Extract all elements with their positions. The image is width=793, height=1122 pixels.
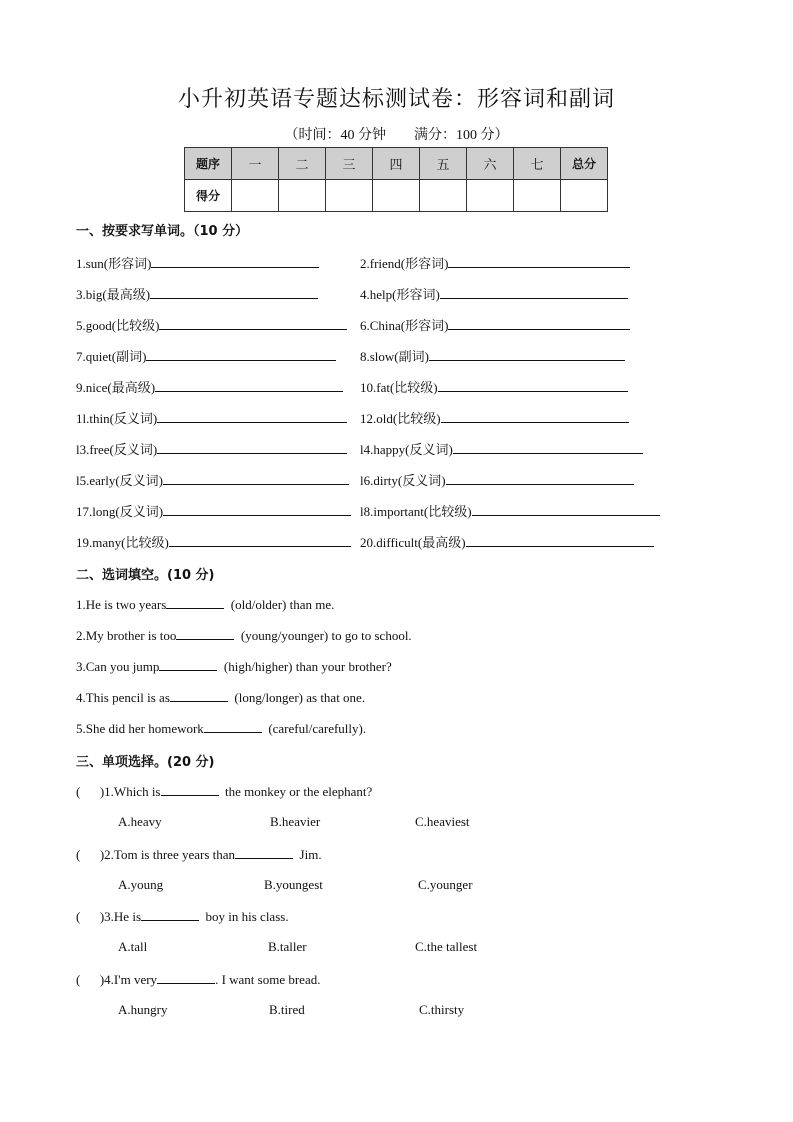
word-item [76, 253, 319, 272]
question-options: (careful/carefully). [261, 721, 367, 736]
word-prompt: l8.important(比较级) [360, 504, 472, 519]
word-prompt: l5.early(反义词) [76, 473, 164, 488]
question-options: (young/younger) to go to school. [234, 628, 412, 643]
word-item [360, 253, 630, 272]
answer-paren[interactable]: ( ) [76, 784, 105, 799]
option-a[interactable]: A.young [118, 877, 164, 892]
answer-blank[interactable] [448, 255, 630, 268]
question-text: 4.This pencil is as [76, 690, 170, 705]
word-item [360, 470, 634, 489]
option-a[interactable]: A.tall [118, 939, 148, 954]
score-cell[interactable] [326, 180, 373, 212]
score-cell[interactable] [467, 180, 514, 212]
question-options: (high/higher) than your brother? [217, 659, 392, 674]
word-prompt: 4.help(形容词) [360, 287, 440, 302]
answer-blank[interactable] [446, 472, 634, 485]
score-cell[interactable] [279, 180, 326, 212]
header-cell: 七 [514, 148, 561, 180]
answer-blank[interactable] [157, 441, 347, 454]
answer-blank[interactable] [448, 317, 630, 330]
score-cell[interactable] [373, 180, 420, 212]
choice-question [76, 846, 322, 863]
answer-blank[interactable] [472, 503, 660, 516]
header-cell: 二 [279, 148, 326, 180]
fill-question [76, 689, 365, 706]
answer-paren[interactable]: ( ) [76, 972, 105, 987]
header-cell: 总分 [561, 148, 608, 180]
word-item [76, 532, 351, 551]
option-a[interactable]: A.heavy [118, 814, 162, 829]
word-item [360, 532, 654, 551]
word-item [76, 501, 351, 520]
section2-heading: 二、选词填空。(10 分) [76, 568, 215, 583]
word-prompt: 3.big(最高级) [76, 287, 151, 302]
header-cell: 一 [232, 148, 279, 180]
question-options: (old/older) than me. [224, 597, 335, 612]
word-prompt: l6.dirty(反义词) [360, 473, 446, 488]
option-a[interactable]: A.hungry [118, 1002, 168, 1017]
word-item [76, 377, 343, 396]
score-table-header-row [185, 148, 608, 180]
header-cell: 六 [467, 148, 514, 180]
word-prompt: 5.good(比较级) [76, 318, 160, 333]
fill-question [76, 596, 334, 613]
word-item [76, 439, 347, 458]
header-cell: 五 [420, 148, 467, 180]
question-text: 3.Can you jump [76, 659, 160, 674]
word-prompt: 1l.thin(反义词) [76, 411, 158, 426]
word-item [360, 284, 628, 303]
question-rest: boy in his class. [199, 909, 289, 924]
score-table [184, 147, 608, 212]
answer-blank[interactable] [161, 783, 219, 796]
word-prompt: 12.old(比较级) [360, 411, 441, 426]
question-rest: Jim. [293, 847, 322, 862]
word-prompt: 19.many(比较级) [76, 535, 169, 550]
word-item [76, 346, 336, 365]
word-item [360, 315, 630, 334]
word-item [360, 346, 625, 365]
answer-blank[interactable] [169, 534, 351, 547]
question-text: 1.He is two years [76, 597, 167, 612]
answer-blank[interactable] [159, 658, 217, 671]
score-cell[interactable] [514, 180, 561, 212]
score-row-label: 得分 [185, 180, 232, 212]
score-cell[interactable] [420, 180, 467, 212]
fill-question [76, 627, 412, 644]
answer-blank[interactable] [163, 472, 349, 485]
option-b[interactable]: B.heavier [270, 814, 321, 829]
answer-blank[interactable] [163, 503, 351, 516]
answer-blank[interactable] [146, 348, 336, 361]
page-title: 小升初英语专题达标测试卷：形容词和副词 [177, 87, 615, 112]
answer-paren[interactable]: ( ) [76, 847, 105, 862]
answer-blank[interactable] [159, 317, 347, 330]
word-item [76, 284, 318, 303]
fill-question [76, 720, 366, 737]
answer-blank[interactable] [166, 596, 224, 609]
word-item [76, 315, 347, 334]
word-item [76, 408, 347, 427]
fill-question [76, 658, 392, 675]
score-table-score-row [185, 180, 608, 212]
word-prompt: 17.long(反义词) [76, 504, 164, 519]
answer-blank[interactable] [151, 255, 319, 268]
option-b[interactable]: B.taller [268, 939, 307, 954]
answer-blank[interactable] [440, 286, 628, 299]
header-cell: 四 [373, 148, 420, 180]
question-text: 4.I'm very [104, 972, 158, 987]
question-rest: the monkey or the elephant? [218, 784, 373, 799]
answer-blank[interactable] [441, 410, 629, 423]
choice-question [76, 908, 289, 925]
answer-blank[interactable] [157, 410, 347, 423]
word-item [360, 408, 629, 427]
option-c[interactable]: C.thirsty [419, 1002, 465, 1017]
answer-blank[interactable] [157, 971, 215, 984]
question-text: 5.She did her homework [76, 721, 204, 736]
exam-info: （时间：40 分钟 满分：100 分） [284, 128, 509, 143]
answer-blank[interactable] [155, 379, 343, 392]
word-prompt: 20.difficult(最高级) [360, 535, 466, 550]
word-prompt: 6.China(形容词) [360, 318, 449, 333]
word-prompt: 7.quiet(副词) [76, 349, 147, 364]
word-prompt: l3.free(反义词) [76, 442, 158, 457]
option-b[interactable]: B.youngest [264, 877, 323, 892]
section3-heading: 三、单项选择。(20 分) [76, 755, 215, 770]
word-item [360, 439, 643, 458]
word-prompt: 8.slow(副词) [360, 349, 429, 364]
word-prompt: l4.happy(反义词) [360, 442, 453, 457]
word-prompt: 2.friend(形容词) [360, 256, 449, 271]
word-prompt: 9.nice(最高级) [76, 380, 156, 395]
choice-question [76, 971, 320, 988]
answer-blank[interactable] [438, 379, 628, 392]
answer-blank[interactable] [204, 720, 262, 733]
answer-blank[interactable] [141, 908, 199, 921]
choice-question [76, 783, 372, 800]
question-text: 1.Which is [104, 784, 161, 799]
option-c[interactable]: C.younger [418, 877, 473, 892]
option-b[interactable]: B.tired [269, 1002, 305, 1017]
header-cell: 三 [326, 148, 373, 180]
word-item [360, 377, 628, 396]
score-cell[interactable] [561, 180, 608, 212]
word-item [76, 470, 349, 489]
word-prompt: 1.sun(形容词) [76, 256, 152, 271]
question-rest: . I want some bread. [215, 972, 321, 987]
question-text: 3.He is [104, 909, 142, 924]
question-options: (long/longer) as that one. [227, 690, 366, 705]
answer-blank[interactable] [466, 534, 654, 547]
answer-blank[interactable] [170, 689, 228, 702]
word-item [360, 501, 660, 520]
question-text: 2.My brother is too [76, 628, 177, 643]
score-cell[interactable] [232, 180, 279, 212]
section1-heading: 一、按要求写单词。（10 分） [76, 224, 249, 239]
answer-blank[interactable] [453, 441, 643, 454]
option-c[interactable]: C.the tallest [415, 939, 478, 954]
answer-blank[interactable] [150, 286, 318, 299]
answer-blank[interactable] [176, 627, 234, 640]
answer-paren[interactable]: ( ) [76, 909, 105, 924]
question-text: 2.Tom is three years than [104, 847, 236, 862]
word-prompt: 10.fat(比较级) [360, 380, 438, 395]
header-cell: 题序 [185, 148, 232, 180]
answer-blank[interactable] [235, 846, 293, 859]
answer-blank[interactable] [429, 348, 625, 361]
option-c[interactable]: C.heaviest [415, 814, 470, 829]
